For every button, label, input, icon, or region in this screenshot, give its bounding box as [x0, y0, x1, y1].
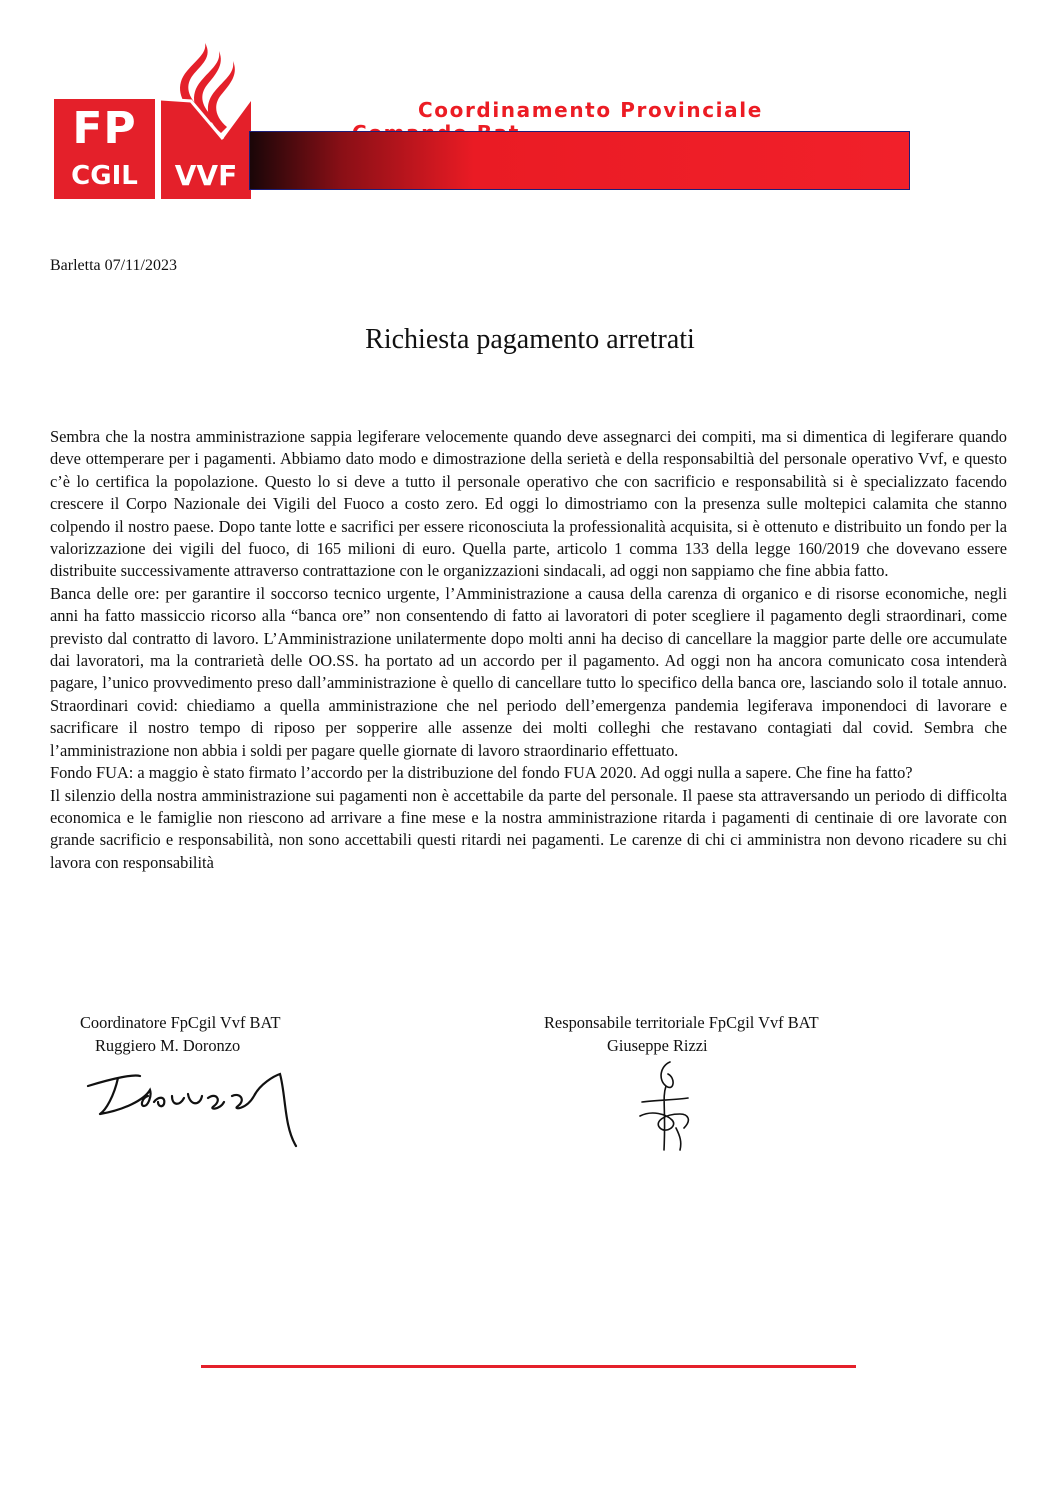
- paragraph: Sembra che la nostra amministrazione sappia legiferare velocemente quando deve assegnarci dei compiti, ma si dimentica di legiferare quando deve ottemperare per i pagamenti. Abbiamo dato modo e dimostrazione della serietà e della responsabiltià del personale operativo Vvf, e questo c’è lo certifica la popolazione. Questo lo si deve a tutto il personale operativo che con sacrificio e responsabilità si è specializzato facendo crescere il Corpo Nazionale dei Vigili del Fuoco a costo zero. Ed oggi lo dimostriamo con la presenza sulle moltepici calamita che stanno colpendo il nostro paese. Dopo tante lotte e sacrifici per essere riconosciuta la professionalità acquisita, si è ottenuto e distribuito un fondo per la valorizzazione dei vigili del fuoco, di 165 milioni di euro. Quella parte, articolo 1 comma 133 della legge 160/2019 che dovevano essere distribuite successivamente attraverso contrattazione con le organizzazioni sindacali, ad oggi non sappiamo che fine abbia fatto.: [50, 427, 1007, 581]
- left-signer-name: Ruggiero M. Doronzo: [95, 1036, 241, 1055]
- logo-fp-text: FP: [72, 103, 137, 154]
- logo-cgil-text: CGIL: [71, 161, 138, 191]
- right-signature: [636, 1058, 700, 1154]
- paragraph: Il silenzio della nostra amministrazione sui pagamenti non è accettabile da parte del personale. Il paese sta attraversando un periodo di difficolta economica e le famiglie non riescono ad arrivare a fine mese e la nostra amministrazione ritarda i pagamenti di centinaie di ore lavorate con grande sacrificio e responsabilità, non sono accettabili questi ritardi nei pagamenti. Le carenze di chi ci amministra non devono ricadere su chi lavora con responsabilità: [50, 785, 1007, 872]
- document-body: [50, 426, 1007, 874]
- banner-title: Coordinamento Provinciale: [418, 98, 763, 122]
- right-signer-name: Giuseppe Rizzi: [607, 1036, 708, 1055]
- header-banner: [249, 131, 910, 190]
- document-title: Richiesta pagamento arretrati: [365, 324, 695, 355]
- logo-vvf-text: VVF: [174, 159, 238, 192]
- fp-cgil-logo: [54, 99, 155, 199]
- right-signer-role: Responsabile territoriale FpCgil Vvf BAT: [544, 1013, 819, 1032]
- paragraph: Banca delle ore: per garantire il soccorso tecnico urgente, l’Amministrazione a causa della carenza di organico e di risorse economiche, negli anni ha fatto massiccio ricorso alla “banca ore” non consentendo di fatto ai lavoratori di poter scegliere il pagamento degli straordinari, come previsto dal contratto di lavoro. L’Amministrazione unilatermente dopo molti anni ha deciso di cancellare la maggior parte delle ore accumulate dai lavoratori, ma la contrarietà delle OO.SS. ha portato ad un accordo per il pagamento. Ad oggi non ha ancora comunicato cosa intenderà pagare, l’unico provvedimento preso dall’amministrazione è quello di cancellare tutto lo specifico della banca ore, lasciando solo il totale annuo. Straordinari covid: chiediamo a quella amministrazione che nel periodo dell’emergenza pandemia legiferava imponendoci di lavorare e sacrificare il nostro tempo di riposo per sopperire alle assenze dei molti colleghi che restavano contagiati dal covid. Sembra che l’amministrazione non abbia i soldi per pagare quelle giornate di lavoro straordinario effettuato.: [50, 583, 1007, 760]
- left-signature: [84, 1066, 304, 1150]
- vvf-logo: [161, 43, 251, 199]
- document-date: Barletta 07/11/2023: [50, 257, 177, 274]
- paragraph: Fondo FUA: a maggio è stato firmato l’accordo per la distribuzione del fondo FUA 2020. Ad oggi nulla a sapere. Che fine ha fatto?: [50, 763, 913, 783]
- banner-subtitle-clip: [352, 121, 652, 131]
- left-signer-role: Coordinatore FpCgil Vvf BAT: [80, 1013, 281, 1032]
- footer-divider: [201, 1365, 856, 1368]
